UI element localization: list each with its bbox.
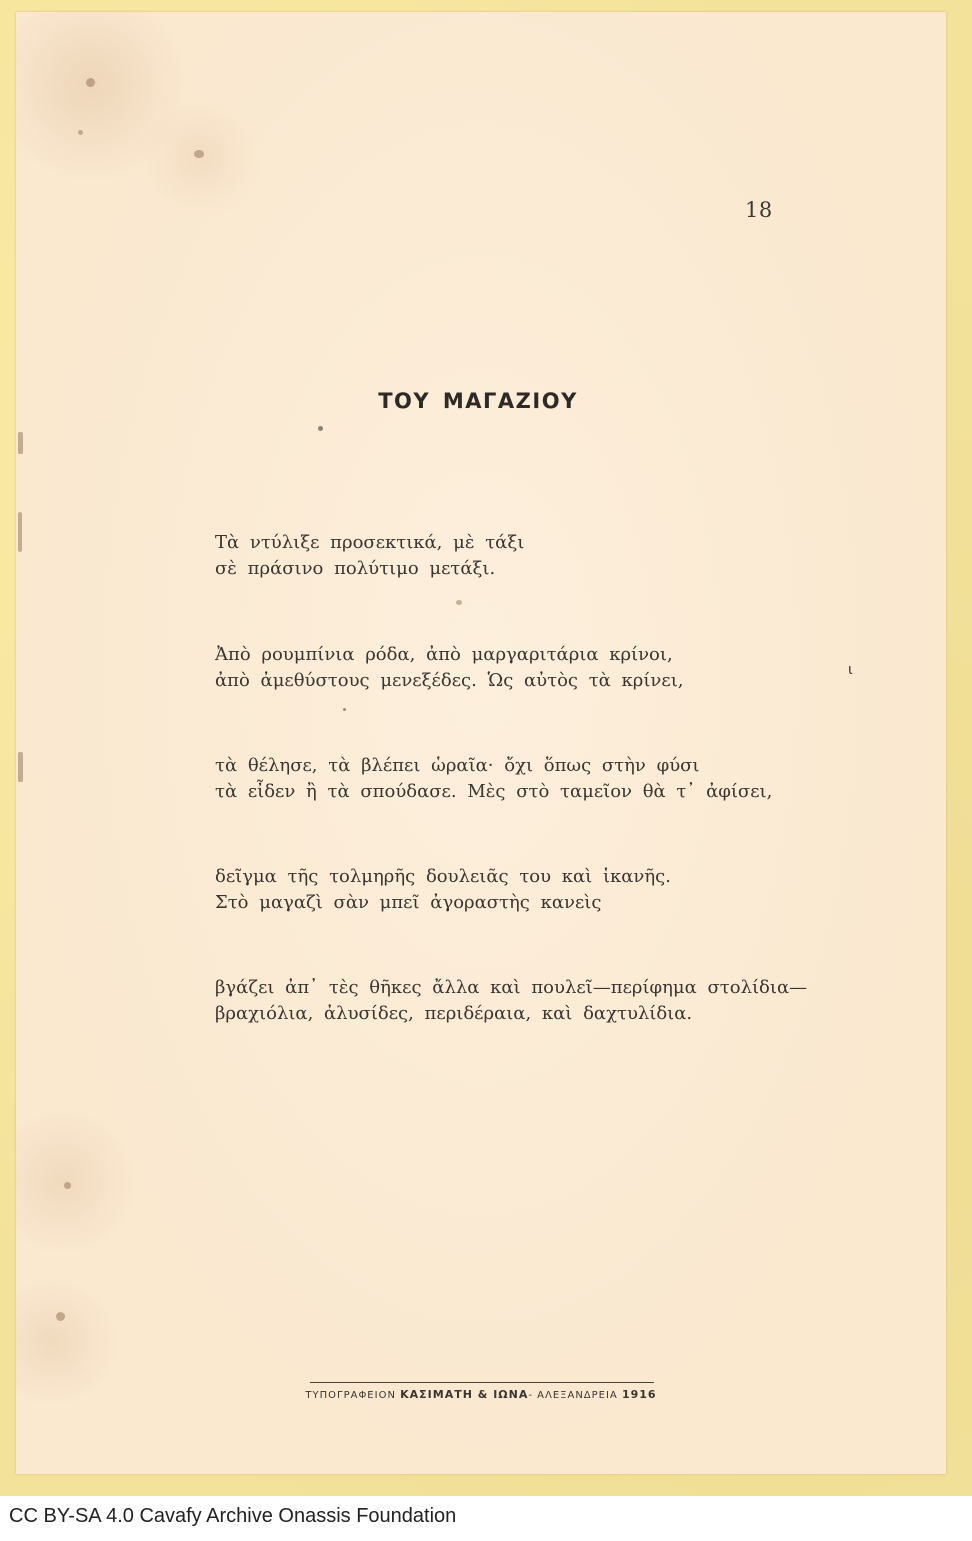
imprint-printers: ΚΑΣΙΜΑΤΗ & ΙΩΝΑ [400,1388,529,1401]
verse-line: βγάζει ἀπ᾿ τὲς θῆκες ἄλλα καὶ πουλεῖ—περίφημα στολίδια— [215,977,808,998]
foxing-spot [86,78,95,87]
verse-line: ἀπὸ ἀμεθύστους μενεξέδες. Ὡς αὐτὸς τὰ κρίνει, [215,670,684,691]
verse-line: Στὸ μαγαζὶ σὰν μπεῖ ἀγοραστὴς κανεὶς [215,892,602,913]
imprint-separator: - [528,1390,533,1401]
stanza [215,642,835,694]
foxing-spot [64,1182,71,1189]
foxing-spot [456,600,462,605]
verse-line: σὲ πράσινο πολύτιμο μετάξι. [215,558,496,579]
foxing-spot [78,130,83,135]
stanza [215,864,835,916]
imprint-rule [310,1382,654,1383]
foxing-spot [18,432,23,454]
imprint-prefix: ΤΥΠΟΓΡΑΦΕΙΟΝ [305,1390,396,1401]
page-number: 18 [745,198,773,222]
foxing-spot [318,426,323,431]
license-credit: CC BY-SA 4.0 Cavafy Archive Onassis Foundation [9,1505,457,1527]
margin-mark: ι [848,662,853,678]
imprint-city: ΑΛΕΞΑΝΔΡΕΙΑ [537,1390,618,1401]
foxing-spot [194,150,204,158]
verse-line: Τὰ ντύλιξε προσεκτικά, μὲ τάξι [215,532,525,553]
foxing-spot [18,512,22,552]
stanza [215,530,835,582]
foxing-spot [343,708,346,711]
paper-sheet [16,12,946,1474]
imprint-year: 1916 [621,1388,657,1401]
verse-line: τὰ θέλησε, τὰ βλέπει ὡραῖα· ὄχι ὅπως στὴν φύσι [215,755,700,776]
foxing-spot [56,1312,65,1321]
verse-line: δεῖγμα τῆς τολμηρῆς δουλειᾶς του καὶ ἱκανῆς. [215,866,671,887]
stanza [215,975,835,1027]
printer-imprint [0,1388,962,1401]
verse-line: τὰ εἶδεν ἢ τὰ σπούδασε. Μὲς στὸ ταμεῖον θὰ τ᾿ ἀφίσει, [215,781,773,802]
verse-line: Ἀπὸ ρουμπίνια ρόδα, ἀπὸ μαργαριτάρια κρίνοι, [215,644,673,665]
verse-line: βραχιόλια, ἀλυσίδες, περιδέραια, καὶ δαχτυλίδια. [215,1003,693,1024]
foxing-spot [18,752,23,782]
poem-title: ΤΟΥ ΜΑΓΑΖΙΟΥ [378,389,578,413]
stanza [215,753,835,805]
